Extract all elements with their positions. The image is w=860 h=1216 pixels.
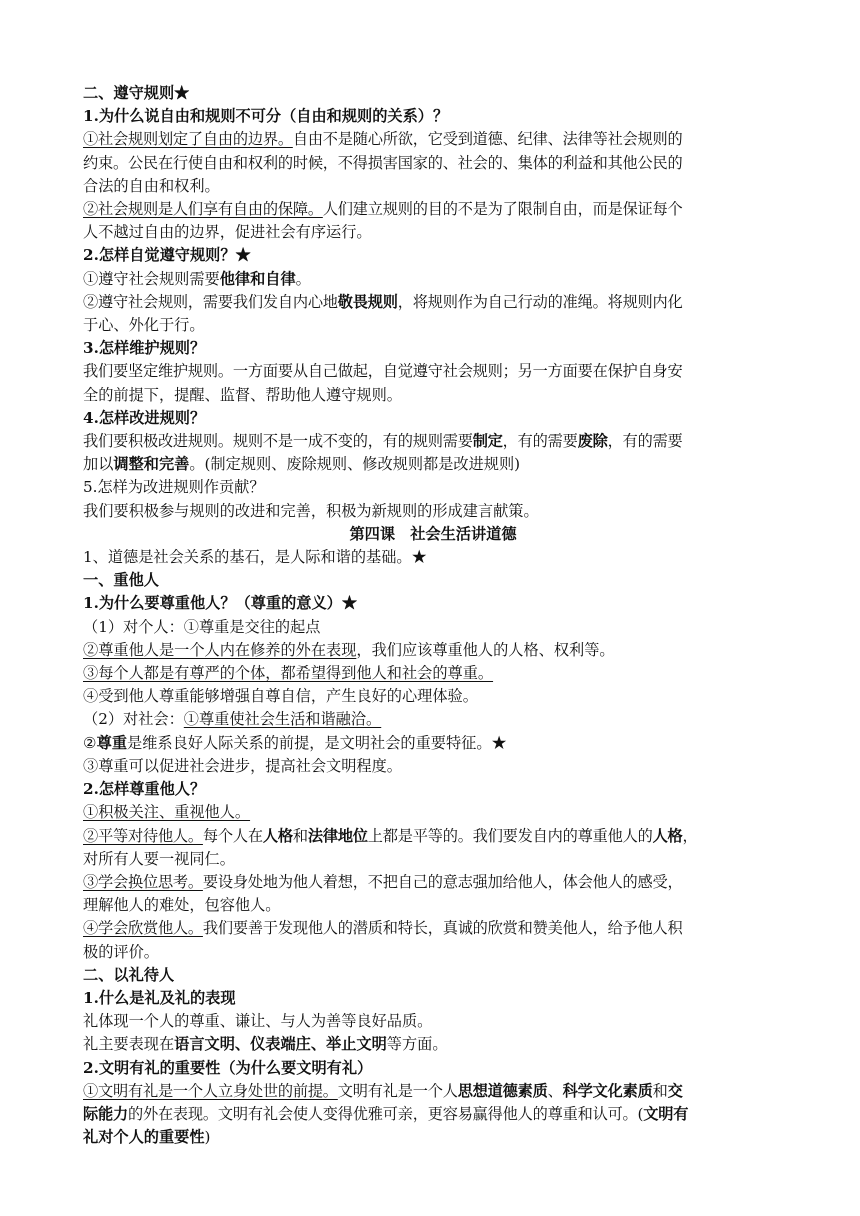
underlined-point: ①文明有礼是一个人立身处世的前提。 [83,1081,338,1100]
key-term: 思想道德素质 [457,1081,548,1100]
answer-text: 人们建立规则的目的不是为了限制自由，而是保证每个 [322,200,683,219]
answer-text: 要设身处地为他人着想，不把自己的意志强加给他人，体会他人的感受， [202,872,683,891]
key-term: 交 [667,1081,683,1100]
answer-text: ，我们应该尊重他人的人格、权利等。 [356,640,615,659]
underlined-point: ①尊重使社会生活和谐融洽。 [183,710,382,729]
answer-text: （2）对社会： [83,710,184,729]
question-how-obey-rules: 2.怎样自觉遵守规则？★ [83,246,251,265]
question-contribute-rules: 5.怎样为改进规则作贡献？ [83,478,265,497]
answer-line: 极的评价。 [83,942,159,961]
answer-line: 我们要坚定维护规则。一方面要从自己做起，自觉遵守社会规则；另一方面要在保护自身安 [83,362,683,381]
answer-line [83,198,783,221]
answer-text: 的外在表现。文明有礼会使人变得优雅可亲，更容易赢得他人的尊重和认可。( [127,1104,644,1123]
key-term: 他律和自律 [219,269,296,288]
answer-text: ，有的需要 [502,432,578,451]
answer-text: 每个人在 [202,826,263,845]
key-term: 制定 [472,432,503,451]
answer-text: 我们要积极改进规则。规则不是一成不变的，有的规则需要 [83,432,473,451]
answer-line: ④受到他人尊重能够增强自尊自信，产生良好的心理体验。 [83,687,478,706]
lesson-intro: 1、道德是社会关系的基石，是人际和谐的基础。★ [83,548,427,567]
answer-line [83,1080,783,1103]
answer-line [83,1126,783,1149]
answer-line [83,1103,783,1126]
answer-line: 合法的自由和权利。 [83,176,220,195]
answer-text: ，有的需要 [607,432,683,451]
answer-line: 对所有人要一视同仁。 [83,849,235,868]
question-improve-rules: 4.怎样改进规则？ [83,408,206,427]
section-title-observe-rules: 二、遵守规则★ [83,84,190,102]
section-title-courtesy: 二、以礼待人 [83,965,175,984]
underlined-point: ②尊重他人是一个人内在修养的外在表现 [83,640,357,659]
answer-text: 。 [295,269,311,288]
answer-line [83,430,783,453]
answer-text: ， [682,826,698,845]
answer-text: 、 [547,1081,563,1100]
answer-line: 约束。公民在行使自由和权利的时候，不得损害国家的、社会的、集体的利益和其他公民的 [83,153,683,172]
answer-line [83,1033,783,1056]
answer-text: 。(制定规则、废除规则、修改规则都是改进规则) [189,455,521,474]
document-page [83,82,783,1149]
answer-text: 自由不是随心所欲，它受到道德、纪律、法律等社会规则的 [292,130,683,149]
answer-line: ③尊重可以促进社会进步，提高社会文明程度。 [83,756,402,775]
key-term: 科学文化素质 [562,1081,653,1100]
key-term: 际能力 [83,1104,128,1123]
answer-text: 我们要善于发现他人的潜质和特长，真诚的欣赏和赞美他人，给予他人积 [202,919,683,938]
key-term: 敬畏规则 [337,292,398,311]
answer-line [83,825,783,848]
answer-text: ② [83,733,97,752]
key-term: 人格 [652,826,683,845]
answer-text: 和 [652,1081,668,1100]
key-term: 法律地位 [307,826,368,845]
answer-line: 人不越过自由的边界，促进社会有序运行。 [83,223,372,242]
answer-line: 我们要积极参与规则的改进和完善，积极为新规则的形成建言献策。 [83,501,539,520]
answer-text: ) [204,1128,211,1147]
question-how-respect: 2.怎样尊重他人？ [83,780,206,799]
question-importance-courtesy: 2.文明有礼的重要性（为什么要文明有礼） [83,1058,373,1077]
answer-line: 理解他人的难处，包容他人。 [83,896,281,915]
answer-text: 礼主要表现在 [83,1035,175,1054]
answer-line [83,639,783,662]
underlined-point: ②平等对待他人。 [83,826,203,845]
answer-line [83,801,783,824]
key-term: 调整和完善 [113,455,190,474]
answer-text: 是维系良好人际关系的前提，是文明社会的重要特征。★ [127,733,507,752]
answer-line [83,871,783,894]
underlined-point: ③学会换位思考。 [83,872,203,891]
answer-text: 加以 [83,455,114,474]
key-term: 人格 [262,826,293,845]
answer-text: 上都是平等的。我们要发自内的尊重他人的 [367,826,653,845]
question-what-is-courtesy: 1.什么是礼及礼的表现 [83,988,236,1007]
key-term: 文明有 [643,1104,689,1123]
answer-line [83,917,783,940]
key-term: 语言文明、仪表端庄、举止文明 [174,1035,387,1054]
question-why-respect: 1.为什么要尊重他人？（尊重的意义）★ [83,594,358,613]
answer-line: （1）对个人：①尊重是交往的起点 [83,617,321,636]
key-term: 礼对个人的重要性 [83,1128,205,1147]
key-term: 尊重 [96,733,127,752]
section-title-respect: 一、重他人 [83,571,159,590]
underlined-point: ②社会规则是人们享有自由的保障。 [83,200,323,219]
key-term: 废除 [577,432,608,451]
question-freedom-rules: 1.为什么说自由和规则不可分（自由和规则的关系）？ [83,107,449,126]
answer-line [83,291,783,314]
question-maintain-rules: 3.怎样维护规则？ [83,339,206,358]
answer-text: 和 [292,826,308,845]
underlined-point: ①积极关注、重视他人。 [83,803,251,822]
answer-line: 礼体现一个人的尊重、谦让、与人为善等良好品质。 [83,1012,433,1031]
underlined-point: ④学会欣赏他人。 [83,919,203,938]
answer-line [83,453,783,476]
answer-line: 全的前提下，提醒、监督、帮助他人遵守规则。 [83,385,402,404]
lesson-title: 第四课 社会生活讲道德 [349,524,517,543]
underlined-point: ①社会规则划定了自由的边界。 [83,130,293,149]
answer-text: ，将规则作为自己行动的准绳。将规则内化 [397,292,683,311]
underlined-point: ③每个人都是有尊严的个体，都希望得到他人和社会的尊重。 [83,664,494,683]
answer-line [83,662,783,685]
answer-line [83,708,783,731]
answer-text: 等方面。 [386,1035,448,1054]
answer-line [83,732,783,755]
answer-line [83,268,783,291]
answer-text: ①遵守社会规则需要 [83,269,220,288]
answer-line [83,128,783,151]
answer-line: 于心、外化于行。 [83,316,205,335]
answer-text: ②遵守社会规则，需要我们发自内心地 [83,292,338,311]
answer-text: 文明有礼是一个人 [337,1081,458,1100]
